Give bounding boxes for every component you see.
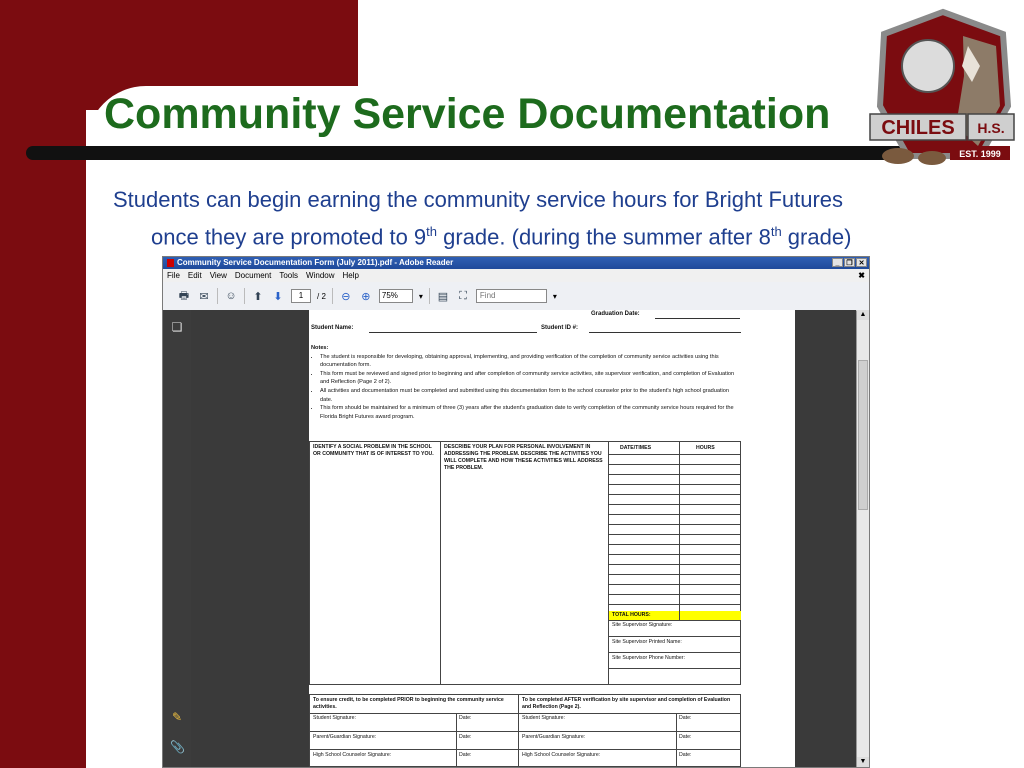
student-name-line xyxy=(369,332,537,333)
wolf-crest-logo xyxy=(868,6,1018,174)
sig-row-line xyxy=(310,731,741,732)
menu-help[interactable]: Help xyxy=(342,271,359,280)
sig-divider xyxy=(456,713,457,768)
row-line xyxy=(608,514,741,515)
logo-text: CHILES xyxy=(881,117,955,139)
row-line xyxy=(608,668,741,669)
comment-icon[interactable]: ☺ xyxy=(225,290,237,302)
row-line xyxy=(608,652,741,653)
date-label: Date: xyxy=(679,734,692,740)
menu-view[interactable]: View xyxy=(209,271,227,280)
slide-title: Community Service Documentation xyxy=(104,90,831,138)
after-header: To be completed AFTER verification by site supervisor and completion of Evaluation and Reflection (Page 2). xyxy=(522,697,731,710)
maroon-side-band xyxy=(0,0,86,768)
row-line xyxy=(608,636,741,637)
parent-signature-after: Parent/Guardian Signature: xyxy=(522,734,586,740)
date-label: Date: xyxy=(459,715,472,721)
notes-heading: Notes: xyxy=(311,345,329,351)
menu-edit[interactable]: Edit xyxy=(187,271,202,280)
row-line xyxy=(608,594,741,595)
table-divider xyxy=(608,442,609,684)
row-line xyxy=(608,484,741,485)
student-signature-prior: Student Signature: xyxy=(313,715,356,721)
comments-panel-icon[interactable]: ✎ xyxy=(171,710,183,724)
note-item: • This form should be maintained for a minimum of three (3) years after the student's graduation date to verify completion of the community service hours required for the Florida Bright Futures award program. xyxy=(320,404,741,421)
body-line-2-c: grade) xyxy=(781,224,852,250)
row-line xyxy=(608,534,741,535)
pdf-page xyxy=(309,310,795,767)
activity-table xyxy=(309,441,741,685)
scroll-thumb[interactable] xyxy=(858,360,868,510)
body-sup-2: th xyxy=(770,224,782,239)
pages-panel-icon[interactable]: ❏ xyxy=(171,320,183,334)
adobe-reader-window xyxy=(162,256,870,768)
counselor-signature-prior: High School Counselor Signature: xyxy=(313,752,392,758)
note-item: • This form must be reviewed and signed prior to beginning and after completion of community service activities, site supervisor verification, and completion of Evaluation and Reflection (Page 2 of 2). xyxy=(320,370,741,387)
row-line xyxy=(608,620,741,621)
menu-tools[interactable]: Tools xyxy=(279,271,299,280)
page-number-input[interactable]: 1 xyxy=(291,289,311,303)
scroll-up-icon[interactable]: ▲ xyxy=(857,310,869,320)
total-hours-value-highlight xyxy=(680,611,741,620)
body-line-1: Students can begin earning the community service hours for Bright Futures xyxy=(113,187,844,212)
find-dropdown-icon[interactable]: ▾ xyxy=(552,291,557,301)
date-label: Date: xyxy=(459,734,472,740)
slide-body-text xyxy=(113,184,993,253)
close-document-icon[interactable]: ✖ xyxy=(858,271,865,280)
toolbar-separator xyxy=(332,288,333,304)
row-line xyxy=(608,454,741,455)
student-id-label: Student ID #: xyxy=(541,325,578,331)
row-line xyxy=(608,544,741,545)
share-icon[interactable]: ✉ xyxy=(199,290,209,303)
previous-page-icon[interactable]: ⬆ xyxy=(253,290,263,303)
col3-header: DATE/TIMES xyxy=(620,445,652,451)
zoom-select[interactable]: 75% xyxy=(379,289,413,303)
site-supervisor-phone: Site Supervisor Phone Number: xyxy=(612,655,685,661)
menu-document[interactable]: Document xyxy=(234,271,272,280)
row-line xyxy=(608,494,741,495)
row-line xyxy=(608,464,741,465)
col4-header: HOURS xyxy=(696,445,715,451)
sig-row-line xyxy=(310,749,741,750)
title-underline-bar xyxy=(26,146,916,160)
next-page-icon[interactable]: ⬇ xyxy=(273,290,283,303)
student-signature-after: Student Signature: xyxy=(522,715,565,721)
body-sup-1: th xyxy=(426,224,438,239)
row-line xyxy=(608,504,741,505)
document-view[interactable] xyxy=(191,310,856,767)
site-supervisor-name: Site Supervisor Printed Name: xyxy=(612,639,682,645)
graduation-date-line xyxy=(655,318,740,319)
logo-est: EST. 1999 xyxy=(959,149,1001,159)
zoom-dropdown-icon[interactable]: ▾ xyxy=(418,291,423,301)
row-line xyxy=(608,474,741,475)
window-title-bar xyxy=(163,257,869,269)
attachments-panel-icon[interactable]: 📎 xyxy=(170,740,185,754)
site-supervisor-signature: Site Supervisor Signature: xyxy=(612,622,673,628)
toolbar xyxy=(163,282,869,311)
logo-badge: H.S. xyxy=(977,120,1005,136)
window-title: Community Service Documentation Form (July 2011).pdf - Adobe Reader xyxy=(177,258,454,267)
row-line xyxy=(608,584,741,585)
minimize-icon[interactable]: _ xyxy=(832,258,843,267)
menu-window[interactable]: Window xyxy=(306,271,335,280)
notes-list xyxy=(311,353,741,422)
scroll-down-icon[interactable]: ▼ xyxy=(857,757,869,767)
row-line xyxy=(608,524,741,525)
note-item: • The student is responsible for developing, obtaining approval, implementing, and providing verification of the completion of community service activities using this documentation form. xyxy=(320,353,741,370)
sig-divider xyxy=(676,713,677,768)
pdf-icon xyxy=(167,259,174,267)
zoom-out-icon[interactable]: ⊖ xyxy=(341,290,351,303)
row-line xyxy=(608,604,741,605)
zoom-in-icon[interactable]: ⊕ xyxy=(361,290,371,303)
row-line xyxy=(608,564,741,565)
fit-width-icon[interactable]: ⛶ xyxy=(459,289,467,302)
counselor-signature-after: High School Counselor Signature: xyxy=(522,752,601,758)
graduation-date-label: Graduation Date: xyxy=(591,311,640,317)
date-label: Date: xyxy=(459,752,472,758)
note-item: • All activities and documentation must be completed and submitted using this documentation form to the school counselor prior to the student's high school graduation date. xyxy=(320,387,741,404)
find-input[interactable]: Find xyxy=(476,289,547,303)
vertical-scrollbar[interactable] xyxy=(857,310,869,767)
restore-icon[interactable]: ❐ xyxy=(844,258,855,267)
total-hours-label: TOTAL HOURS: xyxy=(612,612,651,618)
col2-header: DESCRIBE YOUR PLAN FOR PERSONAL INVOLVEMENT IN ADDRESSING THE PROBLEM. DESCRIBE THE ACTIVITIES YOU WILL COMPLETE AND HOW THESE ACTIVITIES WILL ADDRESS THE PROBLEM. xyxy=(444,444,603,471)
row-line xyxy=(608,574,741,575)
student-id-line xyxy=(589,332,741,333)
menu-file[interactable]: File xyxy=(167,271,180,280)
page-total: / 2 xyxy=(317,291,326,301)
row-line xyxy=(608,554,741,555)
navigation-pane xyxy=(163,310,191,767)
close-icon[interactable]: ✕ xyxy=(856,258,867,267)
body-line-2-a: once they are promoted to 9 xyxy=(151,224,427,250)
date-label: Date: xyxy=(679,752,692,758)
print-icon[interactable]: 🖶 xyxy=(178,289,190,302)
notes-section xyxy=(311,344,741,421)
signature-table xyxy=(309,694,741,767)
body-line-2-b: grade. (during the summer after 8 xyxy=(437,224,771,250)
toolbar-separator xyxy=(244,288,245,304)
date-label: Date: xyxy=(679,715,692,721)
menu-bar xyxy=(163,269,869,282)
col1-header: IDENTIFY A SOCIAL PROBLEM IN THE SCHOOL OR COMMUNITY THAT IS OF INTEREST TO YOU. xyxy=(313,444,434,457)
table-divider xyxy=(440,442,441,684)
toolbar-separator xyxy=(429,288,430,304)
window-controls xyxy=(832,258,867,267)
sig-row-line xyxy=(310,713,741,714)
toolbar-separator xyxy=(217,288,218,304)
fit-page-icon[interactable]: ▤ xyxy=(437,290,449,303)
student-name-label: Student Name: xyxy=(311,325,354,331)
body-line-2 xyxy=(113,216,993,253)
prior-header: To ensure credit, to be completed PRIOR to beginning the community service activities. xyxy=(313,697,504,710)
parent-signature-prior: Parent/Guardian Signature: xyxy=(313,734,377,740)
